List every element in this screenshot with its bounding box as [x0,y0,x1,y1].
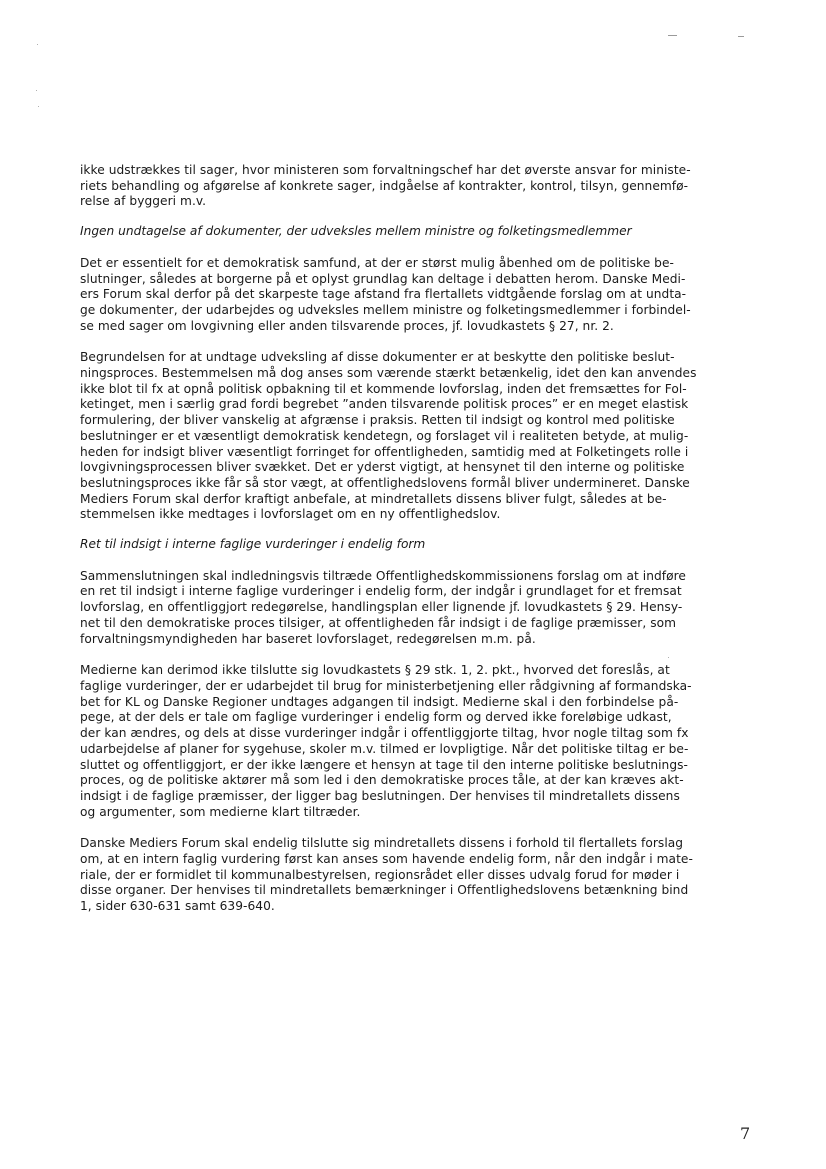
scan-artifact-mark [738,36,744,37]
section-heading: Ingen undtagelse af dokumenter, der udveksles mellem ministre og folketingsmedlemmer [80,224,632,239]
paragraph: ikke udstrækkes til sager, hvor ministeren som forvaltningschef har det øverste ansvar for ministe- riets behandling og afgørelse af konkrete sager, indgåelse af kontrakter, kontrol, tilsyn, gennemfø- relse af byggeri m.v. [80,163,691,209]
paragraph: Det er essentielt for et demokratisk samfund, at der er størst mulig åbenhed om de politiske be- slutninger, således at borgerne på et oplyst grundlag kan deltage i debatten herom. Danske Medi- ers Forum skal derfor på det skarpeste tage afstand fra flertallets vidtgående forslag om at undta- ge dokumenter, der udarbejdes og udveksles mellem ministre og folketingsmedlemmer i forbindel- se med sager om lovgivning eller anden tilsvarende proces, jf. lovudkastets § 27, nr. 2. [80,255,691,333]
document-body [80,163,758,915]
scan-artifact-dot [36,90,37,91]
paragraph: Danske Mediers Forum skal endelig tilslutte sig mindretallets dissens i forhold til flertallets forslag om, at en intern faglig vurdering først kan anses som havende endelig form, når den indgår i mate- riale, der er formidlet til kommunalbestyrelsen, regionsrådet eller disses udvalg forud for møder i disse organer. Der henvises til mindretallets bemærkninger i Offentlighedslovens betænkning bind 1, sider 630-631 samt 639-640. [80,836,693,914]
scan-artifact-dot [38,106,39,107]
scan-artifact-mark [668,35,677,36]
paragraph: Sammenslutningen skal indledningsvis tiltræde Offentlighedskommissionens forslag om at indføre en ret til indsigt i interne faglige vurderinger i endelig form, der indgår i grundlaget for et fremsat lovforslag, en offentliggjort redegørelse, handlingsplan eller lignende jf. lovudkastets § 29. Hensy- net til den demokratiske proces tilsiger, at offentligheden får indsigt i de faglige præmisser, som forvaltningsmyndigheden har baseret lovforslaget, redegørelsen m.m. på. [80,568,686,646]
page-number: 7 [740,1124,751,1143]
section-heading: Ret til indsigt i interne faglige vurderinger i endelig form [80,537,426,552]
paragraph: Begrundelsen for at undtage udveksling af disse dokumenter er at beskytte den politiske beslut- ningsproces. Bestemmelsen må dog anses som værende stærkt betænkelig, idet den kan anvendes ikke blot til fx at opnå politisk opbakning til et kommende lovforslag, inden det fremsættes for Fol- ketinget, men i særlig grad fordi begrebet ”anden tilsvarende politisk proces” er en meget elastisk formulering, der bliver vanskelig at afgrænse i praksis. Retten til indsigt og kontrol med politiske beslutninger er et væsentligt demokratisk kendetegn, og forslaget vil i realiteten betyde, at mulig- heden for indsigt bliver væsentligt forringet for offentligheden, samtidig med at Folketingets rolle i lovgivningsprocessen bliver svækket. Det er yderst vigtigt, at hensynet til den interne og politiske beslutningsproces ikke får så stor vægt, at offentlighedslovens formål bliver undermineret. Danske Mediers Forum skal derfor kraftigt anbefale, at mindretallets dissens bliver fulgt, således at be- stemmelsen ikke medtages i lovforslaget om en ny offentlighedslov. [80,350,697,522]
scan-artifact-dot [37,44,38,45]
paragraph: Medierne kan derimod ikke tilslutte sig lovudkastets § 29 stk. 1, 2. pkt., hvorved det foreslås, at faglige vurderinger, der er udarbejdet til brug for ministerbetjening eller rådgivning af formandska- bet for KL og Danske Regioner undtages adgangen til indsigt. Medierne skal i den forbindelse på- pege, at der dels er tale om faglige vurderinger i endelig form og derved ikke foreløbige udkast, der kan ændres, og dels at disse vurderinger indgår i offentliggjorte tiltag, hvor nogle tiltag som fx udarbejdelse af planer for sygehuse, skoler m.v. tilmed er lovpligtige. Når det politiske tiltag er be- sluttet og offentliggjort, er der ikke længere et hensyn at tage til den interne politiske beslutnings- proces, og de politiske aktører må som led i den demokratiske proces tåle, at der kan kræves akt- indsigt i de faglige præmisser, der ligger bag beslutningen. Der henvises til mindretallets dissens og argumenter, som medierne klart tiltræder. [80,663,692,819]
